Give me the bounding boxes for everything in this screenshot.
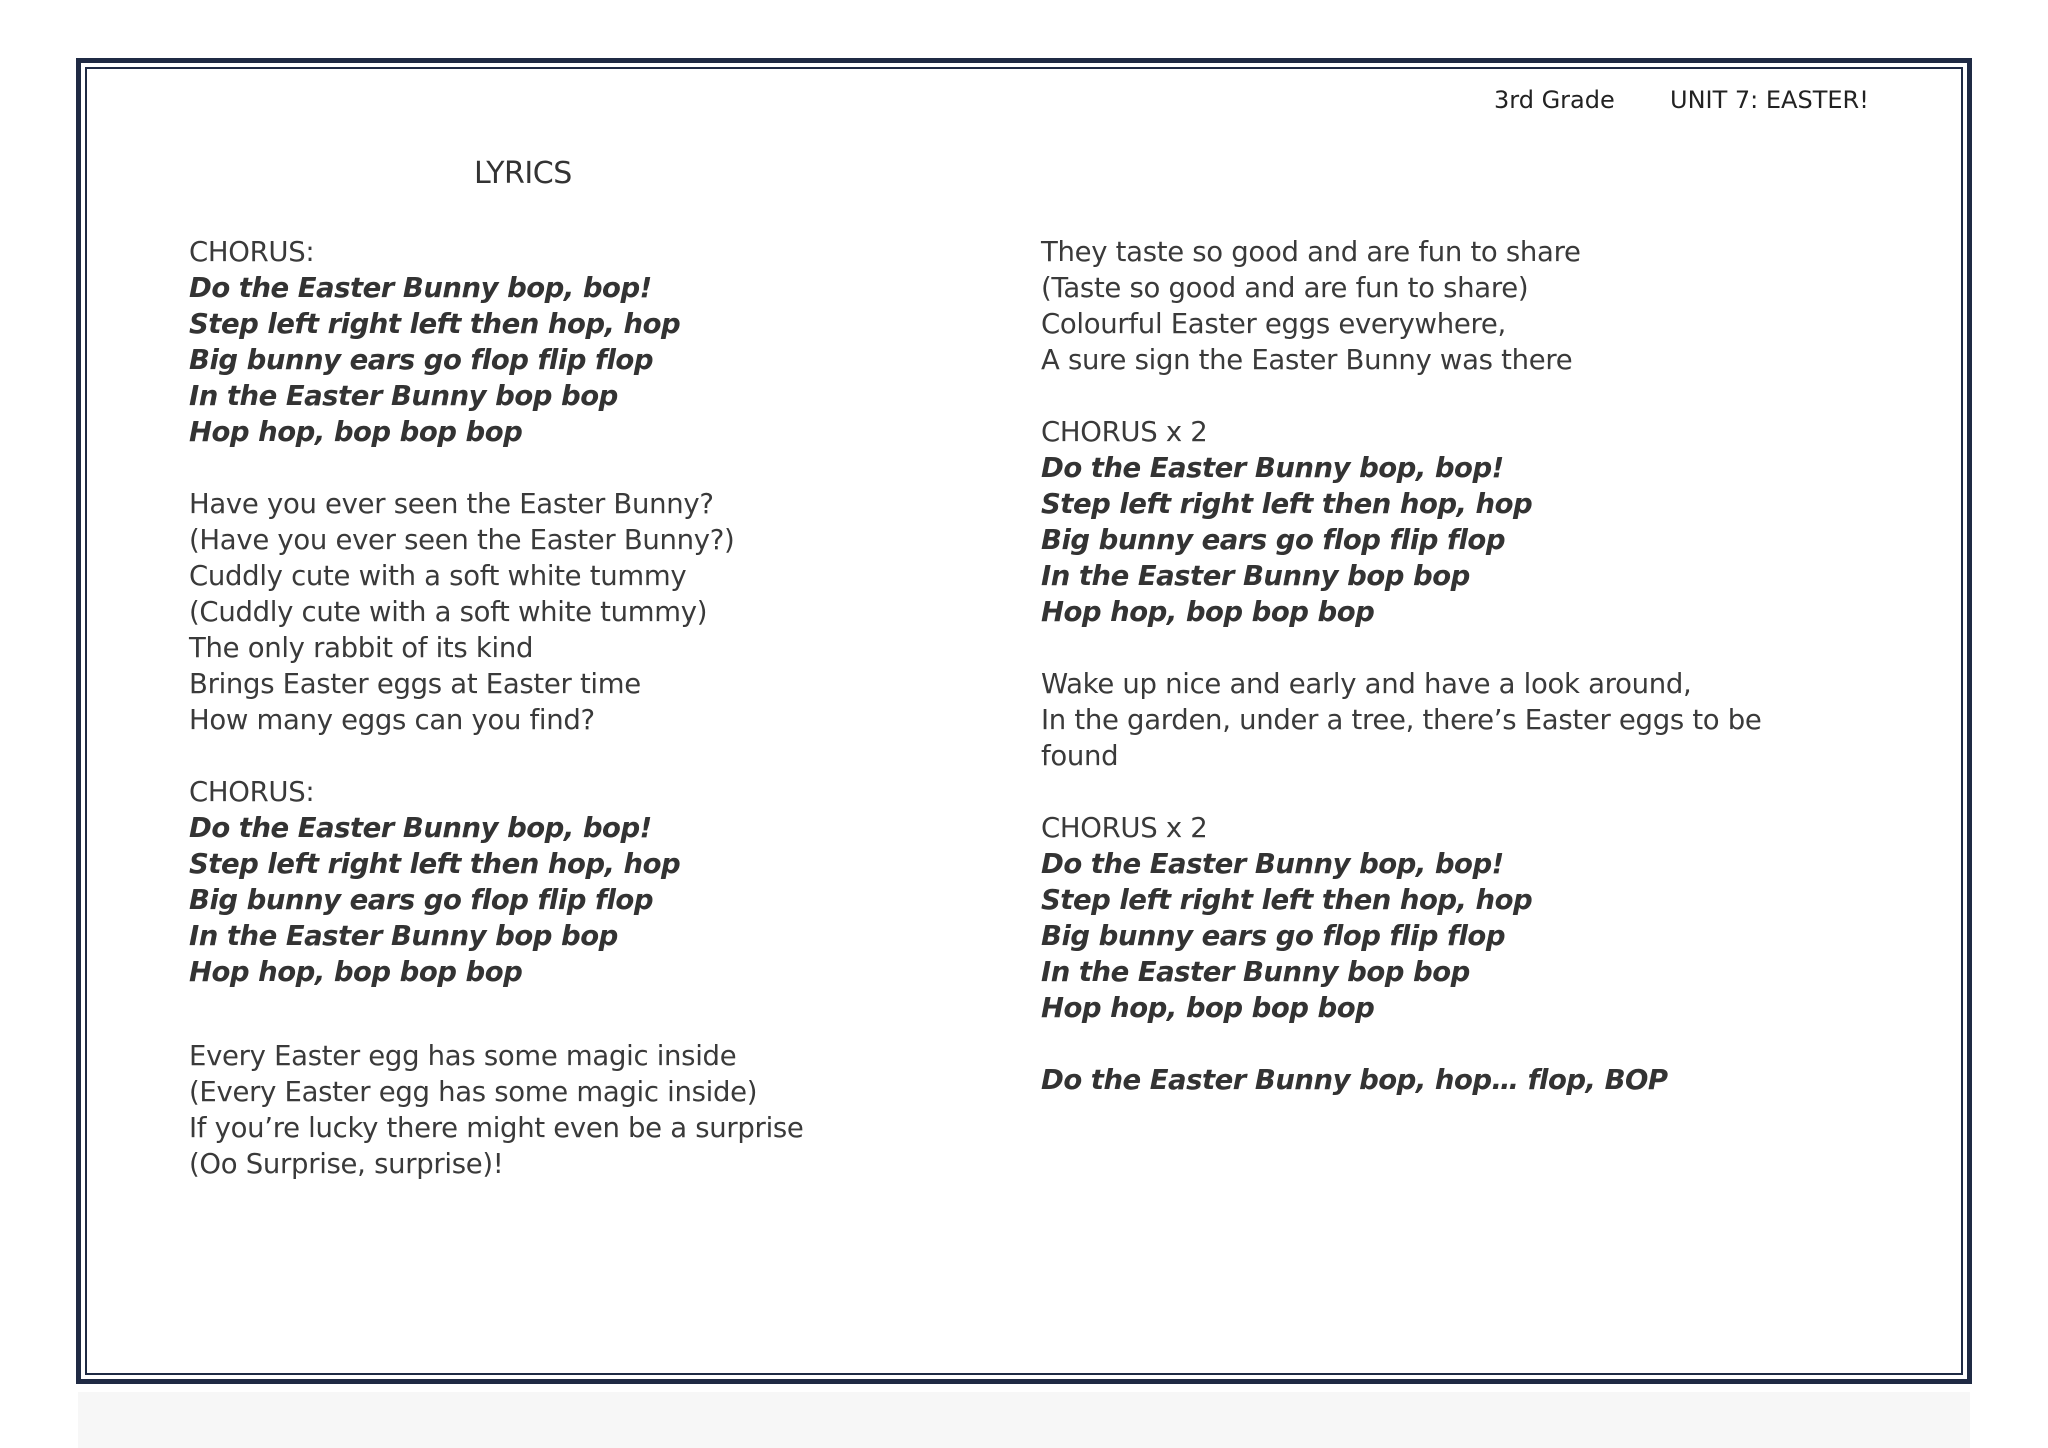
verse-line: In the garden, under a tree, there’s Easter eggs to be xyxy=(1041,704,1762,736)
left-column xyxy=(189,234,804,1182)
verse-line: (Cuddly cute with a soft white tummy) xyxy=(189,596,708,628)
verse-line: (Oo Surprise, surprise)! xyxy=(189,1148,504,1180)
verse-line: The only rabbit of its kind xyxy=(189,632,534,664)
verse-line: A sure sign the Easter Bunny was there xyxy=(1041,344,1573,376)
verse-line: They taste so good and are fun to share xyxy=(1041,236,1581,268)
chorus-line: Hop hop, bop bop bop xyxy=(1041,596,1375,628)
chorus-line: Do the Easter Bunny bop, bop! xyxy=(1041,452,1504,484)
chorus-line: Do the Easter Bunny bop, bop! xyxy=(189,272,652,304)
chorus-line: Big bunny ears go flop flip flop xyxy=(1041,524,1506,556)
chorus-line: Step left right left then hop, hop xyxy=(189,848,681,880)
chorus-line: Big bunny ears go flop flip flop xyxy=(189,884,654,916)
chorus-line: In the Easter Bunny bop bop xyxy=(189,920,618,952)
verse-line: (Every Easter egg has some magic inside) xyxy=(189,1076,758,1108)
chorus-line: In the Easter Bunny bop bop xyxy=(189,380,618,412)
chorus-line: In the Easter Bunny bop bop xyxy=(1041,956,1470,988)
verse-line: Cuddly cute with a soft white tummy xyxy=(189,560,687,592)
chorus-label: CHORUS: xyxy=(189,236,315,268)
verse-line: Brings Easter eggs at Easter time xyxy=(189,668,641,700)
page-title: LYRICS xyxy=(474,156,572,191)
chorus-line: Hop hop, bop bop bop xyxy=(189,416,523,448)
right-column xyxy=(1041,234,1762,1098)
chorus-line: In the Easter Bunny bop bop xyxy=(1041,560,1470,592)
verse-line: Colourful Easter eggs everywhere, xyxy=(1041,308,1506,340)
verse-line: found xyxy=(1041,740,1119,772)
chorus-line: Step left right left then hop, hop xyxy=(1041,884,1533,916)
verse-line: If you’re lucky there might even be a surprise xyxy=(189,1112,804,1144)
verse-line: How many eggs can you find? xyxy=(189,704,595,736)
verse-line: (Taste so good and are fun to share) xyxy=(1041,272,1529,304)
chorus-line: Hop hop, bop bop bop xyxy=(189,956,523,988)
chorus-line: Hop hop, bop bop bop xyxy=(1041,992,1375,1024)
chorus-line: Big bunny ears go flop flip flop xyxy=(189,344,654,376)
chorus-label: CHORUS x 2 xyxy=(1041,812,1208,844)
chorus-label: CHORUS: xyxy=(189,776,315,808)
header-unit: UNIT 7: EASTER! xyxy=(1670,86,1869,114)
chorus-line: Big bunny ears go flop flip flop xyxy=(1041,920,1506,952)
verse-line: (Have you ever seen the Easter Bunny?) xyxy=(189,524,735,556)
bottom-shade xyxy=(78,1392,1970,1448)
verse-line: Every Easter egg has some magic inside xyxy=(189,1040,737,1072)
header-grade: 3rd Grade xyxy=(1494,86,1615,114)
chorus-line: Step left right left then hop, hop xyxy=(1041,488,1533,520)
chorus-line: Do the Easter Bunny bop, bop! xyxy=(1041,848,1504,880)
verse-line: Wake up nice and early and have a look around, xyxy=(1041,668,1692,700)
chorus-line: Step left right left then hop, hop xyxy=(189,308,681,340)
ending-line: Do the Easter Bunny bop, hop… flop, BOP xyxy=(1041,1064,1668,1096)
verse-line: Have you ever seen the Easter Bunny? xyxy=(189,488,714,520)
chorus-label: CHORUS x 2 xyxy=(1041,416,1208,448)
chorus-line: Do the Easter Bunny bop, bop! xyxy=(189,812,652,844)
